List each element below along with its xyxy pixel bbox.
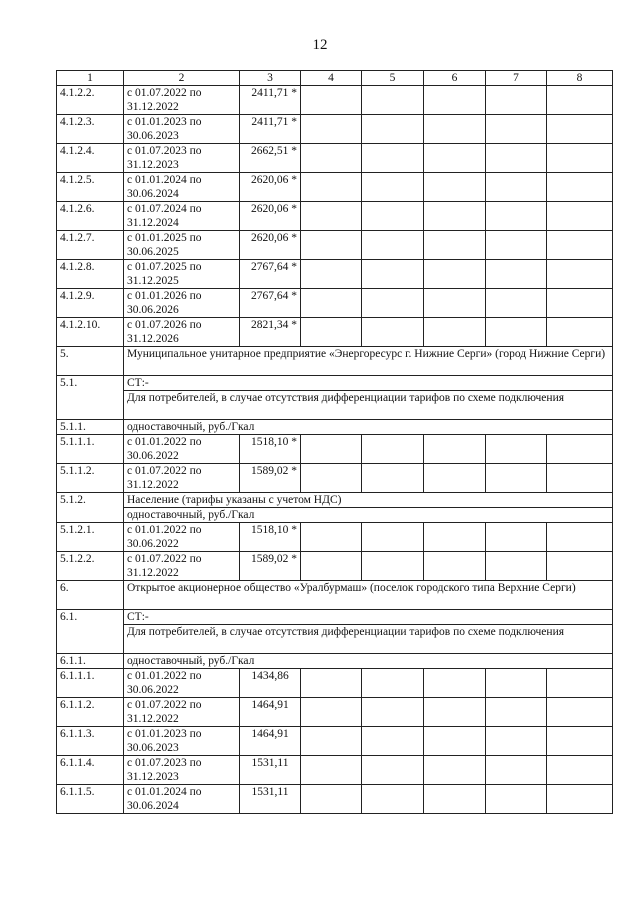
empty-cell	[547, 202, 613, 231]
table-row	[57, 698, 613, 727]
period-cell: с 01.07.2025 по 31.12.2025	[124, 260, 240, 289]
empty-cell	[424, 669, 486, 698]
period-cell: с 01.07.2026 по 31.12.2026	[124, 318, 240, 347]
empty-cell	[486, 435, 547, 464]
organization-name: Муниципальное унитарное предприятие «Энергоресурс г. Нижние Серги» (город Нижние Серги)	[124, 347, 613, 376]
column-header: 5	[362, 71, 424, 86]
empty-cell	[301, 523, 362, 552]
row-number: 6.1.1.2.	[57, 698, 124, 727]
row-number: 5.1.1.1.	[57, 435, 124, 464]
empty-cell	[424, 552, 486, 581]
empty-cell	[547, 785, 613, 814]
table-row	[57, 144, 613, 173]
empty-cell	[362, 523, 424, 552]
empty-cell	[424, 318, 486, 347]
period-cell: с 01.01.2025 по 30.06.2025	[124, 231, 240, 260]
empty-cell	[362, 698, 424, 727]
table-row	[57, 785, 613, 814]
empty-cell	[424, 115, 486, 144]
empty-cell	[301, 318, 362, 347]
empty-cell	[547, 727, 613, 756]
empty-cell	[547, 552, 613, 581]
row-number: 5.1.	[57, 376, 124, 420]
empty-cell	[486, 86, 547, 115]
empty-cell	[301, 115, 362, 144]
table-row	[57, 435, 613, 464]
empty-cell	[362, 260, 424, 289]
period-cell: с 01.07.2024 по 31.12.2024	[124, 202, 240, 231]
period-cell: с 01.01.2022 по 30.06.2022	[124, 523, 240, 552]
category-detail-row	[57, 391, 613, 420]
empty-cell	[486, 231, 547, 260]
row-number: 6.1.1.4.	[57, 756, 124, 785]
empty-cell	[362, 289, 424, 318]
empty-cell	[362, 435, 424, 464]
empty-cell	[547, 435, 613, 464]
empty-cell	[301, 86, 362, 115]
table-row	[57, 260, 613, 289]
empty-cell	[301, 173, 362, 202]
column-header: 4	[301, 71, 362, 86]
empty-cell	[362, 464, 424, 493]
table-row	[57, 464, 613, 493]
period-cell: с 01.07.2022 по 31.12.2022	[124, 698, 240, 727]
tariff-value: 1518,10 *	[240, 435, 301, 464]
empty-cell	[301, 464, 362, 493]
row-number: 4.1.2.4.	[57, 144, 124, 173]
row-number: 4.1.2.7.	[57, 231, 124, 260]
header-row	[57, 71, 613, 86]
empty-cell	[362, 552, 424, 581]
tariff-value: 2620,06 *	[240, 173, 301, 202]
label-row	[57, 420, 613, 435]
category-detail: одноставочный, руб./Гкал	[124, 508, 613, 523]
column-header: 8	[547, 71, 613, 86]
row-number: 6.1.1.3.	[57, 727, 124, 756]
period-cell: с 01.07.2022 по 31.12.2022	[124, 552, 240, 581]
category-row	[57, 610, 613, 625]
empty-cell	[362, 318, 424, 347]
row-number: 4.1.2.9.	[57, 289, 124, 318]
empty-cell	[301, 552, 362, 581]
empty-cell	[547, 464, 613, 493]
empty-cell	[424, 698, 486, 727]
empty-cell	[424, 289, 486, 318]
empty-cell	[424, 727, 486, 756]
empty-cell	[486, 144, 547, 173]
category-detail-row	[57, 508, 613, 523]
tariff-value: 2411,71 *	[240, 115, 301, 144]
tariff-value: 1589,02 *	[240, 552, 301, 581]
period-cell: с 01.07.2022 по 31.12.2022	[124, 464, 240, 493]
empty-cell	[547, 756, 613, 785]
table-row	[57, 231, 613, 260]
empty-cell	[301, 260, 362, 289]
category-detail: Для потребителей, в случае отсутствия дифференциации тарифов по схеме подключения	[124, 391, 613, 420]
period-cell: с 01.01.2023 по 30.06.2023	[124, 727, 240, 756]
page-number: 12	[312, 37, 328, 53]
empty-cell	[362, 669, 424, 698]
empty-cell	[362, 202, 424, 231]
organization-name: Открытое акционерное общество «Уралбурмаш» (поселок городского типа Верхние Серги)	[124, 581, 613, 610]
table-row	[57, 202, 613, 231]
table-row	[57, 173, 613, 202]
empty-cell	[547, 231, 613, 260]
section-row	[57, 581, 613, 610]
table-row	[57, 86, 613, 115]
empty-cell	[486, 115, 547, 144]
period-cell: с 01.07.2022 по 31.12.2022	[124, 86, 240, 115]
category-label: СТ:-	[124, 376, 613, 391]
column-header: 3	[240, 71, 301, 86]
tariff-value: 1531,11	[240, 785, 301, 814]
empty-cell	[547, 144, 613, 173]
empty-cell	[547, 115, 613, 144]
empty-cell	[301, 669, 362, 698]
column-header: 7	[486, 71, 547, 86]
empty-cell	[424, 202, 486, 231]
empty-cell	[301, 289, 362, 318]
period-cell: с 01.07.2023 по 31.12.2023	[124, 756, 240, 785]
row-number: 6.1.	[57, 610, 124, 654]
period-cell: с 01.01.2024 по 30.06.2024	[124, 173, 240, 202]
empty-cell	[424, 86, 486, 115]
empty-cell	[424, 523, 486, 552]
empty-cell	[301, 727, 362, 756]
empty-cell	[301, 144, 362, 173]
tariff-value: 1464,91	[240, 727, 301, 756]
empty-cell	[424, 756, 486, 785]
empty-cell	[547, 173, 613, 202]
empty-cell	[486, 552, 547, 581]
row-number: 4.1.2.8.	[57, 260, 124, 289]
category-row	[57, 376, 613, 391]
row-number: 4.1.2.3.	[57, 115, 124, 144]
empty-cell	[486, 202, 547, 231]
row-number: 6.	[57, 581, 124, 610]
empty-cell	[486, 464, 547, 493]
label-row	[57, 654, 613, 669]
tariff-value: 2767,64 *	[240, 260, 301, 289]
tariff-value: 2821,34 *	[240, 318, 301, 347]
table-row	[57, 115, 613, 144]
table-row	[57, 727, 613, 756]
row-number: 5.	[57, 347, 124, 376]
empty-cell	[486, 698, 547, 727]
row-number: 5.1.2.1.	[57, 523, 124, 552]
tariff-table	[56, 70, 613, 814]
tariff-value: 2662,51 *	[240, 144, 301, 173]
category-label: СТ:-	[124, 610, 613, 625]
column-header: 2	[124, 71, 240, 86]
empty-cell	[301, 231, 362, 260]
rate-type-label: одноставочный, руб./Гкал	[124, 420, 613, 435]
empty-cell	[486, 173, 547, 202]
tariff-value: 1434,86	[240, 669, 301, 698]
empty-cell	[362, 756, 424, 785]
empty-cell	[301, 756, 362, 785]
tariff-value: 1464,91	[240, 698, 301, 727]
empty-cell	[486, 669, 547, 698]
empty-cell	[362, 785, 424, 814]
table-row	[57, 552, 613, 581]
row-number: 5.1.2.2.	[57, 552, 124, 581]
tariff-value: 1589,02 *	[240, 464, 301, 493]
empty-cell	[486, 318, 547, 347]
empty-cell	[486, 727, 547, 756]
tariff-value: 2620,06 *	[240, 231, 301, 260]
period-cell: с 01.07.2023 по 31.12.2023	[124, 144, 240, 173]
period-cell: с 01.01.2022 по 30.06.2022	[124, 669, 240, 698]
empty-cell	[424, 173, 486, 202]
empty-cell	[362, 115, 424, 144]
tariff-value: 1518,10 *	[240, 523, 301, 552]
empty-cell	[362, 727, 424, 756]
table-row	[57, 523, 613, 552]
row-number: 4.1.2.2.	[57, 86, 124, 115]
row-number: 6.1.1.1.	[57, 669, 124, 698]
table-row	[57, 756, 613, 785]
empty-cell	[424, 435, 486, 464]
empty-cell	[424, 144, 486, 173]
table-row	[57, 289, 613, 318]
category-label: Население (тарифы указаны с учетом НДС)	[124, 493, 613, 508]
period-cell: с 01.01.2023 по 30.06.2023	[124, 115, 240, 144]
column-header: 1	[57, 71, 124, 86]
empty-cell	[547, 260, 613, 289]
table-body	[57, 71, 613, 814]
empty-cell	[486, 785, 547, 814]
empty-cell	[547, 86, 613, 115]
table-row	[57, 318, 613, 347]
period-cell: с 01.01.2022 по 30.06.2022	[124, 435, 240, 464]
category-detail: Для потребителей, в случае отсутствия дифференциации тарифов по схеме подключения	[124, 625, 613, 654]
empty-cell	[547, 669, 613, 698]
empty-cell	[547, 698, 613, 727]
category-detail-row	[57, 625, 613, 654]
empty-cell	[362, 173, 424, 202]
tariff-value: 2767,64 *	[240, 289, 301, 318]
empty-cell	[486, 260, 547, 289]
empty-cell	[301, 435, 362, 464]
empty-cell	[547, 318, 613, 347]
column-header: 6	[424, 71, 486, 86]
empty-cell	[486, 289, 547, 318]
row-number: 5.1.1.	[57, 420, 124, 435]
row-number: 5.1.1.2.	[57, 464, 124, 493]
empty-cell	[362, 86, 424, 115]
rate-type-label: одноставочный, руб./Гкал	[124, 654, 613, 669]
tariff-value: 2411,71 *	[240, 86, 301, 115]
empty-cell	[486, 756, 547, 785]
row-number: 4.1.2.6.	[57, 202, 124, 231]
table-row	[57, 669, 613, 698]
empty-cell	[486, 523, 547, 552]
empty-cell	[301, 202, 362, 231]
empty-cell	[424, 231, 486, 260]
row-number: 4.1.2.10.	[57, 318, 124, 347]
empty-cell	[362, 144, 424, 173]
empty-cell	[424, 464, 486, 493]
row-number: 5.1.2.	[57, 493, 124, 523]
empty-cell	[362, 231, 424, 260]
empty-cell	[424, 260, 486, 289]
empty-cell	[547, 523, 613, 552]
row-number: 4.1.2.5.	[57, 173, 124, 202]
tariff-value: 1531,11	[240, 756, 301, 785]
category-row	[57, 493, 613, 508]
empty-cell	[301, 698, 362, 727]
empty-cell	[301, 785, 362, 814]
row-number: 6.1.1.	[57, 654, 124, 669]
row-number: 6.1.1.5.	[57, 785, 124, 814]
period-cell: с 01.01.2024 по 30.06.2024	[124, 785, 240, 814]
section-row	[57, 347, 613, 376]
period-cell: с 01.01.2026 по 30.06.2026	[124, 289, 240, 318]
tariff-value: 2620,06 *	[240, 202, 301, 231]
empty-cell	[547, 289, 613, 318]
empty-cell	[424, 785, 486, 814]
